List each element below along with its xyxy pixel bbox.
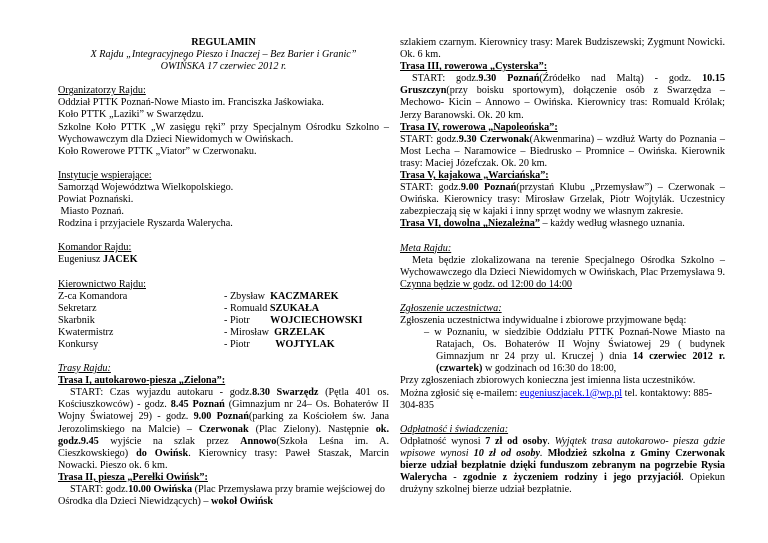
commander-heading: Komandor Rajdu: bbox=[58, 242, 132, 254]
page-date: OWIŃSKA 17 czerwiec 2012 r. bbox=[160, 61, 287, 73]
right-column bbox=[400, 37, 725, 496]
management-row: Kwatermistrz - Mirosław GRZELAK bbox=[58, 326, 326, 338]
supporters-heading: Instytucje wspierające: bbox=[58, 169, 152, 181]
route4-heading: Trasa IV, rowerowa „Napoleońska”: bbox=[400, 121, 558, 133]
organizers-heading: Organizatorzy Rajdu: bbox=[58, 85, 146, 97]
route4-text: START: godz.9.30 Czerwonak(Akwenmarina) – wzdłuż Warty do Poznania – Most Lecha – Naramowice – Biedrusko – Promnice – Owińska. Kierownik trasy: Maciej Józefczak. Ok. 20 km. bbox=[400, 133, 725, 169]
route2-heading: Trasa II, piesza „Perełki Owińsk”: bbox=[58, 471, 208, 483]
route3-text: START: godz.9.30 Poznań(Źródełko nad Maltą) - godz. 10.15 Gruszczyn(przy boisku sportowym), dołączenie osób z Swarzędza – Mechowo- Kicin – Annowo – Owińska. Kierownicy tras: Romuald Królak; Jerzy Baranowski. Ok. 20 km. bbox=[400, 73, 725, 121]
route2-text: START: godz.10.00 Owińska (Plac Przemysława przy bramie wejściowej do Ośrodka dla Dzieci Niewidzących) – wokoł Owińsk bbox=[58, 484, 385, 508]
route6-line: Trasa VI, dowolna „Niezależna” – każdy według własnego uznania. bbox=[400, 218, 685, 230]
finish-heading: Meta Rajdu: bbox=[400, 242, 452, 254]
supporter-line: Powiat Poznański. bbox=[58, 194, 134, 206]
registration-contact: Można zgłosić się e-mailem: eugeniuszjacek.1@wp.pl tel. kontaktowy: 885-304-835 bbox=[400, 387, 713, 411]
management-heading: Kierownictwo Rajdu: bbox=[58, 278, 146, 290]
route5-text: START: godz.9.00 Poznań(przystań Klubu „Przemysław”) – Czerwonak – Owińska. Kierownicy trasy: Mirosław Grzelak, Piotr Wojtylák. Uczestnicy zabezpieczają się w kajaki i inny sprzęt wodny we własnym zakresie. bbox=[400, 182, 726, 218]
routes-heading: Trasy Rajdu: bbox=[58, 363, 111, 375]
route1-heading: Trasa I, autokarowo-piesza „Zielona”: bbox=[58, 375, 226, 387]
management-row: Skarbnik - Piotr WOJCIECHOWSKI bbox=[58, 314, 363, 326]
supporter-line: Miasto Poznań. bbox=[58, 206, 124, 218]
page-title: REGULAMIN bbox=[191, 37, 256, 48]
organizer-line: Koło Rowerowe PTTK „Viator” w Czerwonaku. bbox=[58, 145, 257, 157]
left-column bbox=[58, 37, 389, 508]
supporter-line: Samorząd Województwa Wielkopolskiego. bbox=[58, 181, 234, 193]
organizer-line: Koło PTTK „Laziki” w Swarzędzu. bbox=[58, 109, 204, 121]
finish-text: Meta będzie zlokalizowana na terenie Specjalnego Ośrodka Szkolno – Wychowawczego dla Dzieci Niewidomych w Owińskach, Plac Przemysława 9. Czynna będzie w godz. od 12:00 do 14:00 bbox=[400, 254, 725, 290]
fees-heading: Odpłatność i świadczenia: bbox=[400, 423, 509, 435]
management-row: Konkursy - Piotr WOJTYLAK bbox=[58, 338, 335, 350]
fees-text: Odpłatność wynosi 7 zł od osoby. Wyjątek trasa autokarowo- piesza gdzie wpisowe wynosi 10 zł od osoby. Młodzież szkolna z Gminy Czerwonak bierze udział bezpłatnie dzięki funduszom zebranym na pogrzebie Rysia Walerycha - zgodnie z życzeniem rodziny i jego przyjaciół. Opiekun drużyny szkolnej bierze udział bezpłatnie. bbox=[400, 435, 725, 496]
management-row: Z-ca Komandora - Zbysław KACZMAREK bbox=[58, 290, 339, 302]
route1-text: START: Czas wyjazdu autokaru - godz.8.30 Swarzędz (Pętla 401 os. Kościuszkowców) - godz. 8.45 Poznań (Gimnazjum nr 24– Os. Bohaterów II Wojny Światowej 29) - godz. 9.00 Poznań(parking za Kościołem św. Jana Jerozolimskiego na Malcie) – Czerwonak (Plac Zielony). Następnie ok. godz.9.45 wyjście na szlak przez Annowo(Szkoła Leśna im. A. Cieszkowskiego) do Owińsk. Kierownicy trasy: Paweł Staszak, Marcin Nowacki. Pieszo ok. 6 km. bbox=[58, 387, 390, 471]
organizer-line: Oddział PTTK Poznań-Nowe Miasto im. Franciszka Jaśkowiaka. bbox=[58, 97, 324, 109]
registration-heading: Zgłoszenie uczestnictwa: bbox=[400, 302, 502, 314]
route5-heading: Trasa V, kajakowa „Warciańska”: bbox=[400, 170, 549, 182]
route2-continuation: szlakiem czarnym. Kierownicy trasy: Marek Budziszewski; Zygmunt Nowicki. Ok. 6 km. bbox=[400, 37, 725, 61]
commander-name: Eugeniusz JACEK bbox=[58, 254, 138, 266]
supporter-line: Rodzina i przyjaciele Ryszarda Walerycha. bbox=[58, 218, 233, 230]
management-row: Sekretarz - Romuald SZUKAŁA bbox=[58, 302, 320, 314]
email-link[interactable]: eugeniuszjacek.1@wp.pl bbox=[519, 387, 623, 399]
registration-bullet: – w Poznaniu, w siedzibie Oddziału PTTK Poznań-Nowe Miasto na Ratajach, Os. Bohaterów II Wojny Światowej 29 ( budynek Gimnazjum nr 24 przy ul. Kruczej ) dnia 14 czerwiec 2012 r. (czwartek) w godzinach od 16:30 do 18:00, bbox=[424, 327, 725, 375]
organizer-line: Szkolne Koło PTTK „W zasięgu ręki” przy Specjalnym Ośrodku Szkolno –Wychowawczym dla Dzieci Niewidomych w Owińskach. bbox=[58, 121, 389, 145]
page-subtitle: X Rajdu „Integracyjnego Pieszo i Inaczej – Bez Barier i Granic” bbox=[90, 49, 357, 61]
route3-heading: Trasa III, rowerowa „Cysterska”: bbox=[400, 61, 548, 73]
registration-note: Przy zgłoszeniach zbiorowych konieczna jest imienna lista uczestników. bbox=[400, 375, 696, 387]
registration-intro: Zgłoszenia uczestnictwa indywidualne i zbiorowe przyjmowane będą: bbox=[400, 314, 687, 326]
